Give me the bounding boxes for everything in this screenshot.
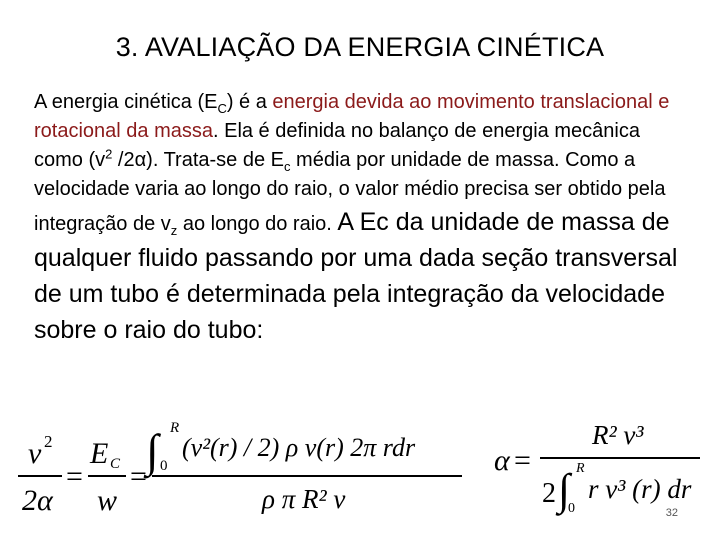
para-text-2: ) é a bbox=[226, 91, 273, 113]
para-text-7: ao longo do raio. bbox=[177, 213, 332, 235]
f1-lhs-num-exp: 2 bbox=[44, 432, 53, 451]
f1-lhs-den: 2α bbox=[22, 484, 53, 517]
f2-integral-sign-icon: ∫ bbox=[558, 465, 571, 514]
alpha-formula bbox=[488, 412, 720, 522]
f2-den-coef: 2 bbox=[542, 478, 556, 509]
para-large-text: A Ec da unidade de massa de qualquer fluido passando por uma dada seção transversal de um tubo é determinada pela integração da velocidade sobre o raio do tubo: bbox=[34, 208, 678, 344]
f1-integrand: (v²(r) / 2) ρ v(r) 2π rdr bbox=[182, 433, 416, 462]
f2-num: R² v³ bbox=[592, 420, 644, 450]
f1-mid-num-sub: C bbox=[110, 456, 121, 472]
body-paragraph bbox=[34, 88, 684, 348]
f1-int-lower: 0 bbox=[160, 458, 168, 474]
f1-lhs-num: v bbox=[28, 437, 42, 470]
para-text-5: /2α). Trata-se de E bbox=[112, 149, 284, 171]
f2-integrand: r v³ (r) dr bbox=[588, 474, 692, 504]
f2-int-lower: 0 bbox=[568, 501, 575, 516]
para-sub-2: c bbox=[284, 159, 291, 174]
para-text-4: . Ela é definida no balanço de energia mecânica como (v bbox=[34, 120, 640, 171]
f1-int-upper: R bbox=[170, 420, 180, 436]
para-text-6: média por unidade de massa. Como a velocidade varia ao longo do raio, o valor médio precisa ser obtido pela integração de v bbox=[34, 149, 666, 235]
f1-integral-sign-icon: ∫ bbox=[146, 425, 159, 476]
f1-mid-num: E bbox=[90, 437, 109, 470]
kinetic-energy-formula bbox=[0, 410, 480, 520]
slide-title: 3. AVALIAÇÃO DA ENERGIA CINÉTICA bbox=[115, 32, 605, 62]
f1-eq-2: = bbox=[130, 460, 147, 493]
f2-lhs: α bbox=[494, 444, 510, 477]
para-highlight: energia devida ao movimento translacional e rotacional da massa bbox=[34, 91, 670, 142]
f2-int-upper: R bbox=[576, 461, 585, 476]
page-number: 32 bbox=[665, 507, 678, 519]
para-sup-1: 2 bbox=[105, 146, 113, 162]
para-text-1: A energia cinética (E bbox=[34, 91, 218, 113]
f1-mid-den: w bbox=[97, 484, 118, 517]
f1-rhs-den: ρ π R² v bbox=[262, 484, 346, 514]
f2-eq: = bbox=[514, 444, 531, 477]
para-sub-1: C bbox=[217, 101, 227, 116]
para-sub-3: z bbox=[170, 223, 178, 238]
f1-eq-1: = bbox=[66, 460, 83, 493]
